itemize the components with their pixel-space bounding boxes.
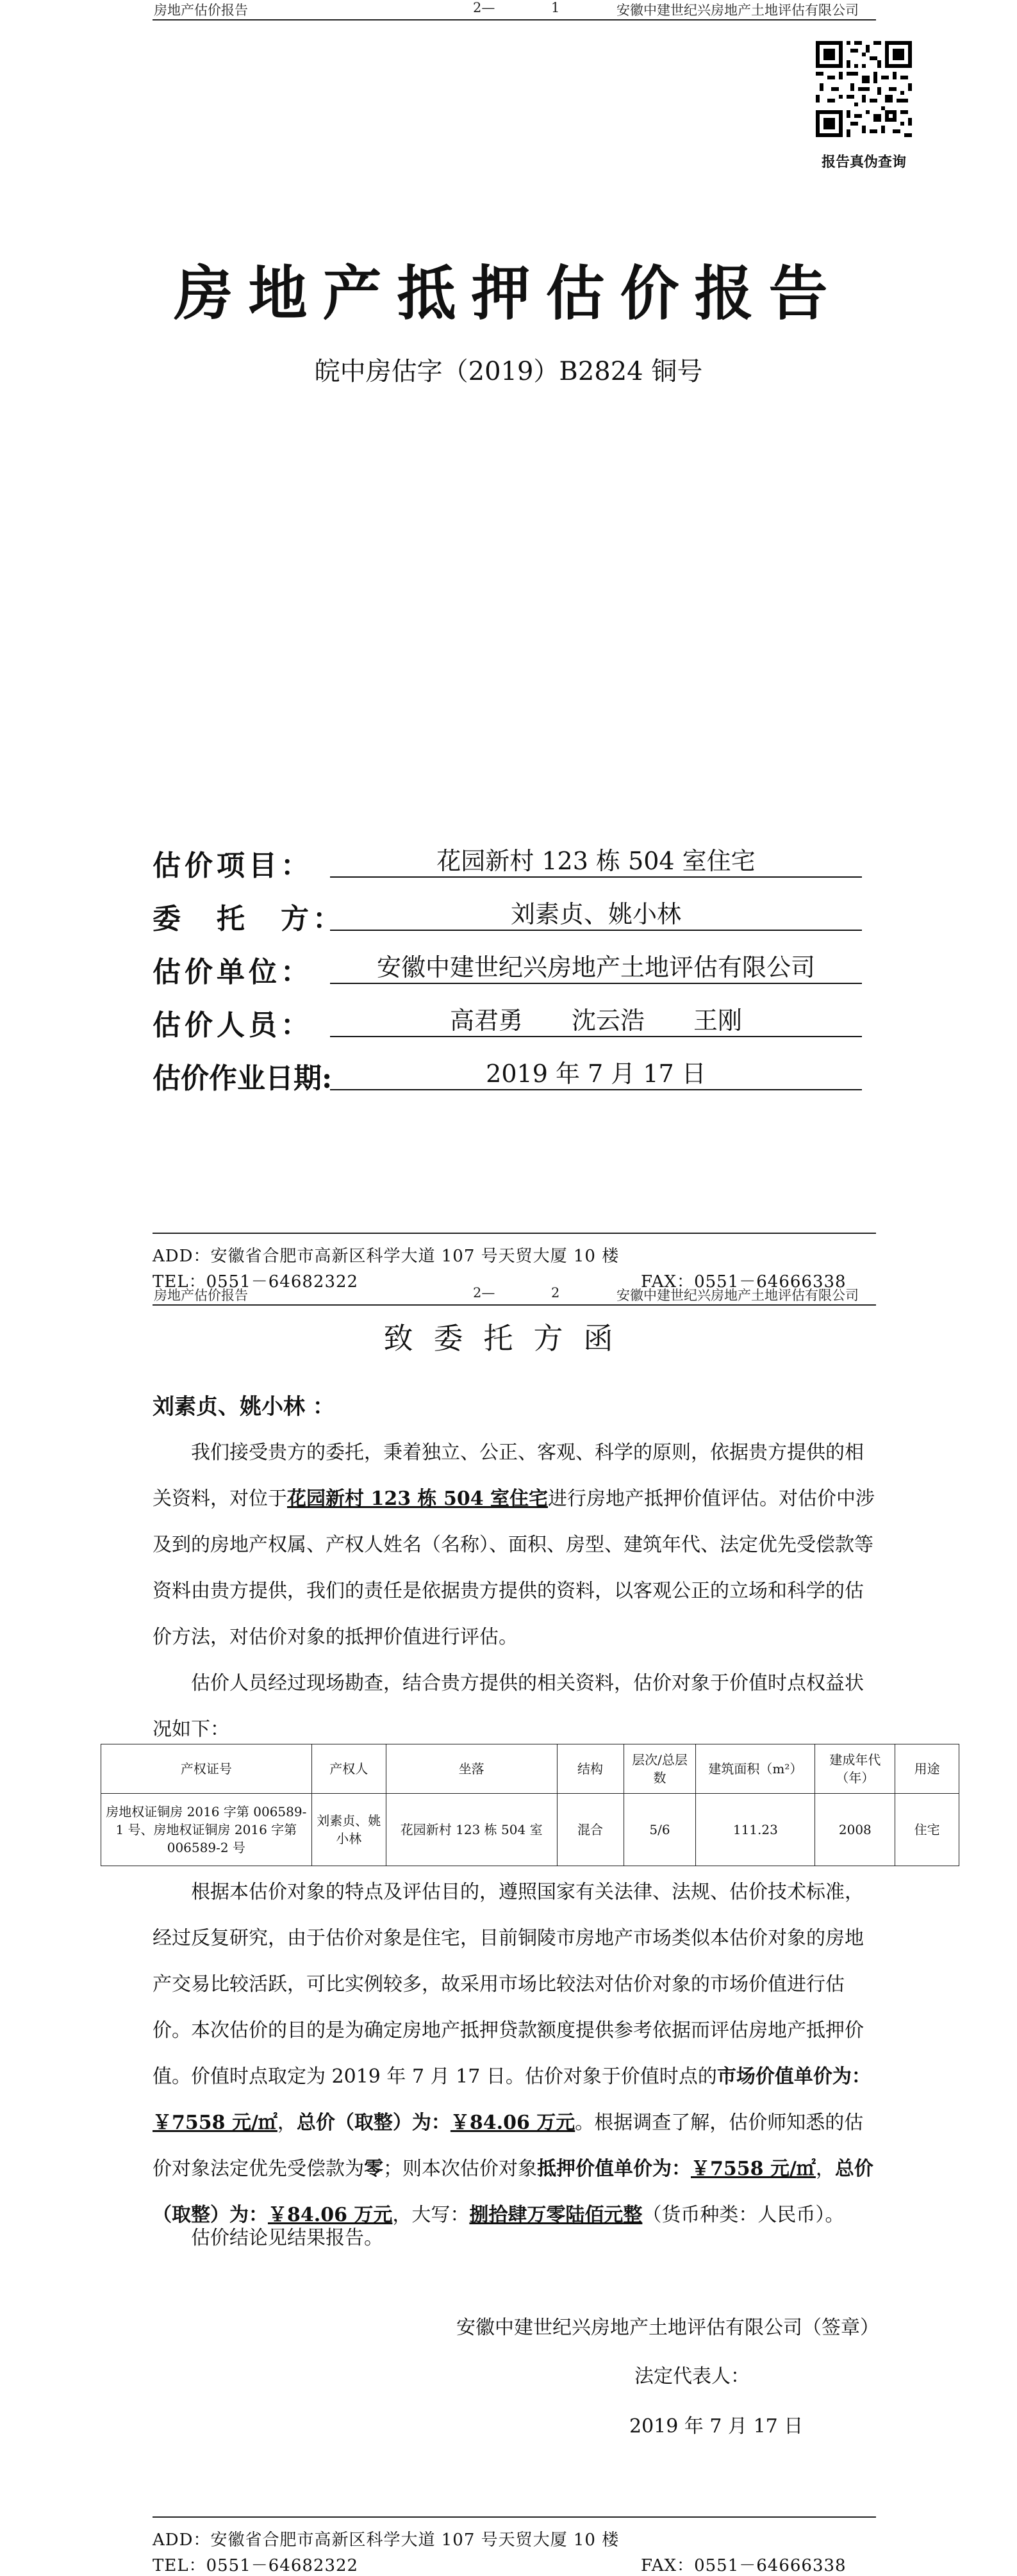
field-value-appraisers: 高君勇 沈云浩 王刚	[449, 1006, 742, 1035]
field-label-firm: 估价单位：	[153, 956, 313, 989]
header-rule	[153, 19, 876, 21]
column-header: 产权证号	[101, 1744, 312, 1794]
property-name: 花园新村 123 栋 504 室住宅	[287, 1488, 549, 1510]
paragraph-text: ，	[815, 2158, 835, 2180]
amount-in-words: 捌拾肆万零陆佰元整	[469, 2204, 643, 2226]
header-page-prefix: 2—	[473, 1285, 495, 1300]
header-page-prefix: 2—	[473, 0, 495, 15]
footer-tel: TEL：0551－64682322	[153, 2556, 359, 2575]
table-cell: 花园新村 123 栋 504 室	[386, 1794, 557, 1866]
salutation: 刘素贞、姚小林 ：	[153, 1394, 335, 1420]
field-underline	[330, 1089, 862, 1090]
column-header: 产权人	[311, 1744, 386, 1794]
table-cell: 2008	[815, 1794, 895, 1866]
signature-company: 安徽中建世纪兴房地产土地评估有限公司（签章）	[456, 2317, 879, 2339]
mortgage-unit-label: 抵押价值单价为：	[537, 2158, 691, 2180]
field-value-firm: 安徽中建世纪兴房地产土地评估有限公司	[376, 953, 815, 981]
column-header: 建成年代（年）	[815, 1744, 895, 1794]
paragraph-text: 我们接受贵方的委托，秉着独立、公正、客观、科学的原则，依据贵方提供的相关资料，对位于	[153, 1441, 864, 1510]
field-underline	[330, 930, 862, 931]
column-header: 层次/总层数	[624, 1744, 696, 1794]
paragraph-text: ，	[277, 2112, 297, 2134]
signature-date: 2019 年 7 月 17 日	[629, 2415, 804, 2438]
header-page-number: 1	[551, 0, 560, 15]
paragraph-text: （货币种类：人民币）。	[642, 2204, 845, 2226]
field-underline	[330, 876, 862, 878]
column-header: 用途	[895, 1744, 959, 1794]
field-label-date: 估价作业日期:	[153, 1062, 333, 1095]
mortgage-total-label: 总价（取整）为：	[153, 2158, 873, 2226]
header-company: 安徽中建世纪兴房地产土地评估有限公司	[616, 1288, 859, 1303]
mortgage-unit-price: ￥7558 元/㎡	[691, 2158, 816, 2180]
signature-representative: 法定代表人：	[634, 2365, 750, 2388]
footer-fax: FAX：0551－64666338	[641, 2556, 847, 2575]
field-value-date: 2019 年 7 月 17 日	[486, 1060, 706, 1088]
table-cell: 住宅	[895, 1794, 959, 1866]
table-cell: 5/6	[624, 1794, 696, 1866]
paragraph-text: ；则本次估价对象	[383, 2158, 537, 2180]
header-left: 房地产估价报告	[154, 3, 248, 18]
table-cell: 房地权证铜房 2016 字第 006589-1 号、房地权证铜房 2016 字第 006589-2 号	[101, 1794, 312, 1866]
header-left: 房地产估价报告	[154, 1288, 248, 1303]
paragraph-survey: 估价人员经过现场勘查，结合贵方提供的相关资料，估价对象于价值时点权益状况如下：	[153, 1672, 864, 1741]
table-cell: 混合	[557, 1794, 624, 1866]
footer-tel: TEL：0551－64682322	[153, 1272, 359, 1292]
letter-title: 致委托方函	[383, 1321, 634, 1356]
report-number: 皖中房估字（2019）B2824 铜号	[314, 357, 703, 386]
paragraph-text: 本次估价的目的是为确定房地产抵押贷款额度提供参考依据而评估房地产抵押价值。价值时点取定为 2019 年 7 月 17 日。估价对象于价值时点的	[153, 2019, 864, 2088]
header-page-number: 2	[551, 1285, 560, 1300]
market-total-price: ￥84.06 万元	[450, 2112, 575, 2134]
footer-address: ADD：安徽省合肥市高新区科学大道 107 号天贸大厦 10 楼	[153, 1247, 620, 1266]
column-header: 坐落	[386, 1744, 557, 1794]
table-row	[101, 1794, 959, 1866]
paragraph-conclusion	[153, 2008, 877, 2238]
market-unit-price: ￥7558 元/㎡	[153, 2112, 277, 2134]
paragraph-see-results: 估价结论见结果报告。	[191, 2227, 383, 2249]
field-label-client: 委 托 方：	[153, 903, 345, 935]
field-underline	[330, 1036, 862, 1037]
property-table	[101, 1744, 959, 1866]
footer-rule	[153, 2516, 876, 2518]
footer-fax: FAX：0551－64666338	[641, 1272, 847, 1292]
field-value-client: 刘素贞、姚小林	[510, 900, 681, 928]
table-cell: 刘素贞、姚小林	[311, 1794, 386, 1866]
market-unit-label: 市场价值单价为：	[716, 2065, 871, 2088]
paragraph-text: ，大写：	[392, 2204, 470, 2226]
column-header: 结构	[557, 1744, 624, 1794]
paragraph-text: 。根据调查了解，估价师知悉的估价对象法定优先受偿款为	[153, 2112, 864, 2180]
qr-code-icon[interactable]	[816, 41, 912, 137]
field-value-project: 花园新村 123 栋 504 室住宅	[436, 847, 756, 875]
column-header: 建筑面积（m²）	[696, 1744, 815, 1794]
table-header-row	[101, 1744, 959, 1794]
mortgage-total-price: ￥84.06 万元	[268, 2204, 393, 2226]
footer-address: ADD：安徽省合肥市高新区科学大道 107 号天贸大厦 10 楼	[153, 2531, 620, 2550]
footer-rule	[153, 1233, 876, 1234]
field-label-project: 估价项目：	[153, 849, 313, 882]
report-title: 房地产抵押估价报告	[174, 259, 843, 328]
market-total-label: 总价（取整）为：	[296, 2112, 451, 2134]
priority-claim-value: 零	[364, 2158, 383, 2180]
paragraph-text: 进行房地产抵押价值评估。对估价中涉及到的房地产权属、产权人姓名（名称）、面积、房型、建筑年代、法定优先受偿款等资料由贵方提供，我们的责任是依据贵方提供的资料，以客观公正的立场和科学的估价方法，对估价对象的抵押价值进行评估。	[153, 1488, 875, 1648]
table-cell: 111.23	[696, 1794, 815, 1866]
header-company: 安徽中建世纪兴房地产土地评估有限公司	[616, 3, 859, 18]
paragraph-method: 根据本估价对象的特点及评估目的，遵照国家有关法律、法规、估价技术标准，经过反复研究，由于估价对象是住宅，目前铜陵市房地产市场类似本估价对象的房地产交易比较活跃，可比实例较多，故采用市场比较法对估价对象的市场价值进行估价。	[153, 1881, 864, 2042]
field-underline	[330, 983, 862, 984]
header-rule	[153, 1304, 876, 1306]
paragraph-intro	[153, 1430, 877, 1661]
field-label-appraisers: 估价人员：	[153, 1009, 313, 1042]
qr-caption: 报告真伪查询	[821, 154, 906, 170]
